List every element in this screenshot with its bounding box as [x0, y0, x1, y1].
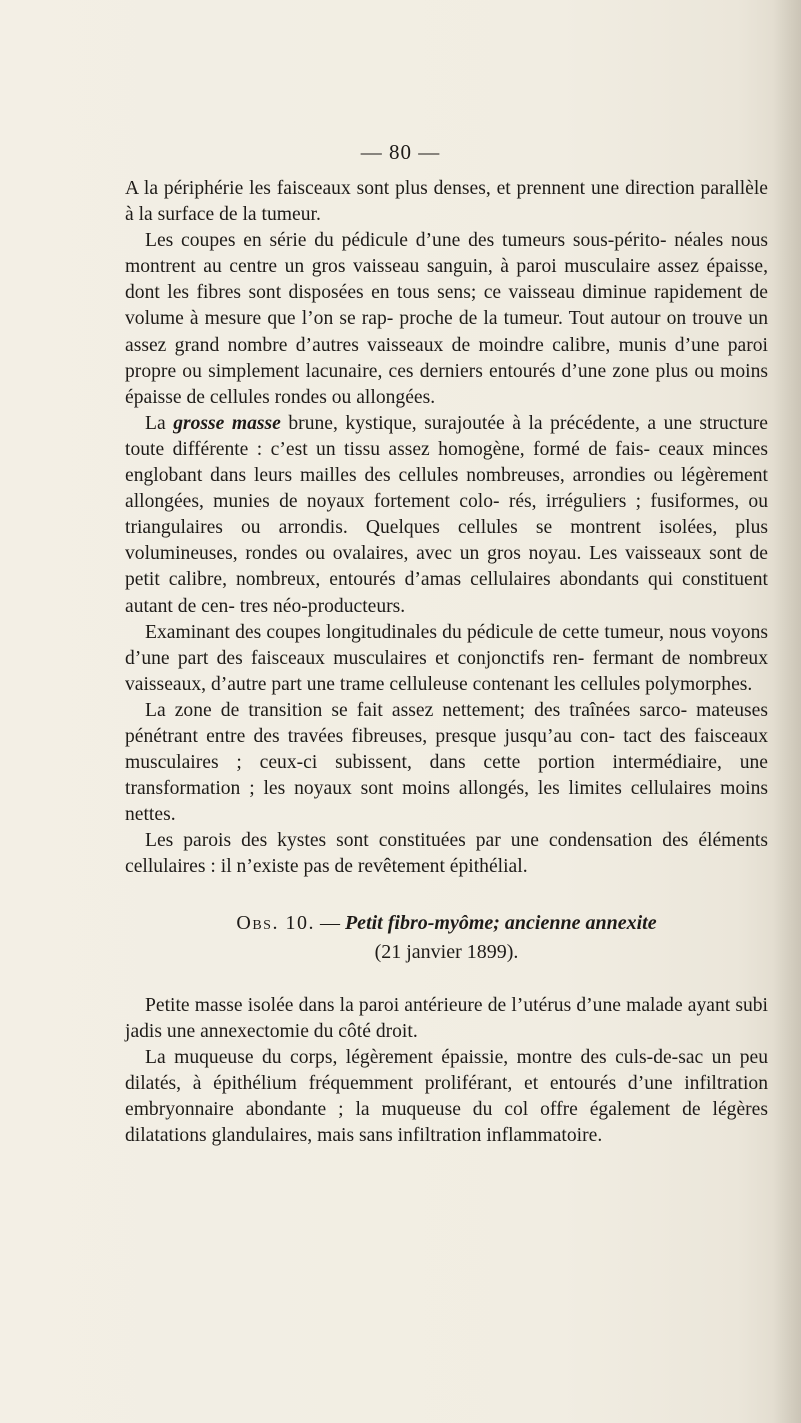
- observation-dash: —: [314, 911, 345, 934]
- body-text: [125, 176, 768, 1149]
- observation-title: Petit fibro-myôme; ancienne annexite: [344, 911, 657, 934]
- paragraph-3-rest: brune, kystique, surajoutée à la précédente, a une structure toute différente : c’est un tissu assez homogène, formé de fais- ceaux minces englobant dans leurs mailles des cellules nombreuses, arrondies ou légèrement allongées, munies de noyaux fortement colo- rés, irréguliers ; fusiformes, ou triangulaires ou arrondis. Quelques cellules se montrent isolées, plus volumineuses, rondes ou ovalaires, avec un gros noyau. Les vaisseaux sont de petit calibre, nombreux, entourés d’amas cellulaires abondants qui constituent autant de cen- tres néo-producteurs.: [125, 412, 768, 617]
- paragraph-5: La zone de transition se fait assez nettement; des traînées sarco- mateuses pénétrant entre des travées fibreuses, presque jusqu’au con- tact des faisceaux musculaires ; ceux-ci subissent, dans cette portion intermédiaire, une transformation ; les noyaux sont moins allongés, les limites cellulaires moins nettes.: [125, 699, 768, 826]
- paragraph-6: Les parois des kystes sont constituées par une condensation des éléments cellulaires : il n’existe pas de revêtement épithélial.: [125, 830, 768, 878]
- paragraph-2: Les coupes en série du pédicule d’une des tumeurs sous-périto- néales nous montrent au centre un gros vaisseau sanguin, à paroi musculaire assez épaisse, dont les fibres sont disposées en tous sens; ce vaisseau diminue rapidement de volume à mesure que l’on se rap- proche de la tumeur. Tout autour on trouve un assez grand nombre d’autres vaisseaux de moindre calibre, munis d’une paroi propre ou simplement lacunaire, ces derniers entourés d’une zone plus ou moins épaisse de cellules rondes ou allongées.: [125, 230, 768, 408]
- paragraph-1: A la périphérie les faisceaux sont plus denses, et prennent une direction parallèle à la surface de la tumeur.: [125, 178, 768, 226]
- observation-date: (21 janvier 1899).: [374, 940, 519, 963]
- observation-label: Obs. 10.: [236, 911, 315, 934]
- page-number: — 80 —: [360, 140, 441, 164]
- paragraph-3: [125, 411, 768, 620]
- page-edge-shadow: [773, 0, 801, 1423]
- paragraph-3-prefix: La: [145, 412, 174, 434]
- paragraph-8: La muqueuse du corps, légèrement épaissie, montre des culs-de-sac un peu dilatés, à épithélium fréquemment proliférant, et entourés d’une infiltration embryonnaire abondante ; la muqueuse du col offre également de légères dilatations glandulaires, mais sans infiltration inflammatoire.: [125, 1046, 768, 1146]
- paragraph-4: Examinant des coupes longitudinales du pédicule de cette tumeur, nous voyons d’une part des faisceaux musculaires et conjonctifs ren- fermant de nombreux vaisseaux, d’autre part une trame celluleuse contenant les cellules polymorphes.: [125, 621, 768, 695]
- observation-heading: [125, 909, 768, 967]
- paragraph-7: Petite masse isolée dans la paroi antérieure de l’utérus d’une malade ayant subi jadis une annexectomie du côté droit.: [125, 994, 768, 1042]
- grosse-masse-emphasis: grosse masse: [173, 412, 281, 434]
